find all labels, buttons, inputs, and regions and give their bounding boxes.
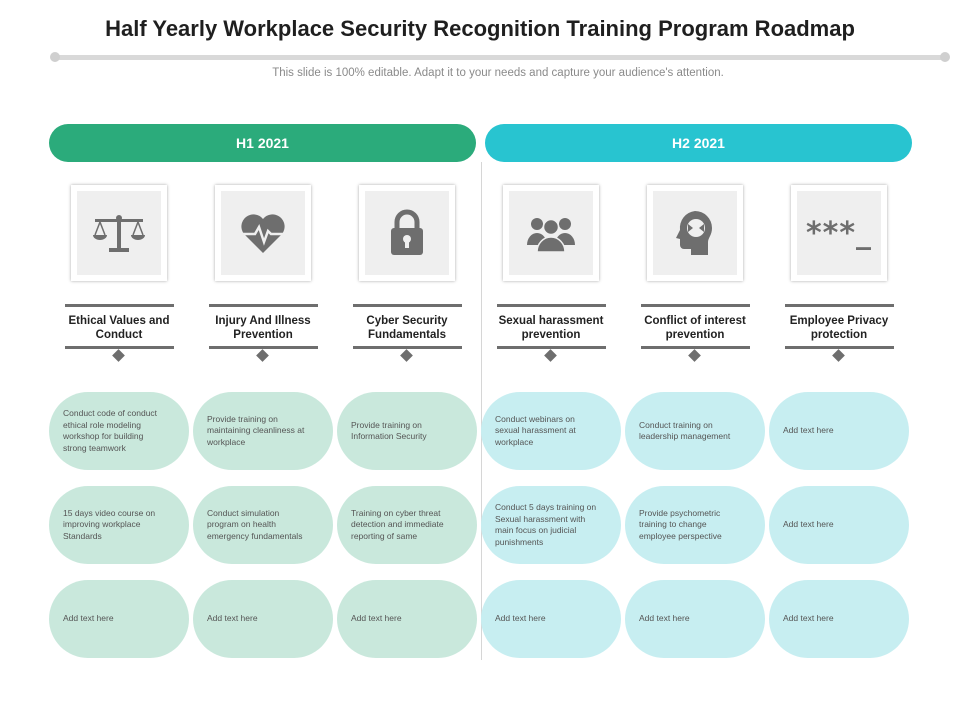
task-cell[interactable]: Conduct code of conduct ethical role modeling workshop for building strong teamwork <box>49 392 189 470</box>
icon-card-harassment <box>503 185 599 281</box>
task-cell[interactable]: Add text here <box>769 486 909 564</box>
title-underline <box>55 55 945 60</box>
head-conflict-icon <box>673 209 717 257</box>
column-label-privacy: Employee Privacy protection <box>789 315 889 341</box>
password-icon: ***_ <box>805 215 873 251</box>
task-cell[interactable]: Add text here <box>337 580 477 658</box>
icon-card-conflict <box>647 185 743 281</box>
icon-card-privacy <box>791 185 887 281</box>
icon-card-injury <box>215 185 311 281</box>
period-divider <box>481 162 482 660</box>
label-bottom-bar <box>65 346 174 349</box>
task-cell[interactable]: Provide training on Information Security <box>337 392 477 470</box>
label-diamond-marker <box>112 349 125 362</box>
column-label-cyber: Cyber Security Fundamentals <box>366 315 448 341</box>
column-label-conflict: Conflict of interest prevention <box>644 315 746 341</box>
label-bottom-bar <box>209 346 318 349</box>
label-diamond-marker <box>688 349 701 362</box>
task-cell[interactable]: Add text here <box>481 580 621 658</box>
page-title: Half Yearly Workplace Security Recognition Training Program Roadmap <box>105 16 855 41</box>
task-cell[interactable]: Add text here <box>193 580 333 658</box>
label-diamond-marker <box>400 349 413 362</box>
task-cell[interactable]: Provide psychometric training to change employee perspective <box>625 486 765 564</box>
subtitle: This slide is 100% editable. Adapt it to your needs and capture your audience's attention. <box>272 67 724 79</box>
heartbeat-icon <box>239 212 287 254</box>
label-top-bar <box>497 304 606 307</box>
label-bottom-bar <box>785 346 894 349</box>
task-cell[interactable]: Add text here <box>625 580 765 658</box>
label-diamond-marker <box>832 349 845 362</box>
task-cell[interactable]: 15 days video course on improving workplace Standards <box>49 486 189 564</box>
label-diamond-marker <box>256 349 269 362</box>
lock-icon <box>389 209 425 257</box>
group-icon <box>526 213 576 253</box>
task-cell[interactable]: Conduct webinars on sexual harassment at workplace <box>481 392 621 470</box>
column-label-ethical: Ethical Values and Conduct <box>68 315 170 341</box>
label-top-bar <box>353 304 462 307</box>
underline-left-dot <box>50 52 60 62</box>
label-top-bar <box>65 304 174 307</box>
task-cell[interactable]: Conduct simulation program on health emergency fundamentals <box>193 486 333 564</box>
column-label-harassment: Sexual harassment prevention <box>498 315 604 341</box>
label-bottom-bar <box>497 346 606 349</box>
label-top-bar <box>641 304 750 307</box>
column-label-injury: Injury And Illness Prevention <box>215 315 311 341</box>
label-bottom-bar <box>641 346 750 349</box>
task-cell[interactable]: Conduct 5 days training on Sexual harassment with main focus on judicial punishments <box>481 486 621 564</box>
label-diamond-marker <box>544 349 557 362</box>
label-top-bar <box>209 304 318 307</box>
icon-card-ethical <box>71 185 167 281</box>
task-cell[interactable]: Training on cyber threat detection and immediate reporting of same <box>337 486 477 564</box>
label-bottom-bar <box>353 346 462 349</box>
task-cell[interactable]: Add text here <box>769 392 909 470</box>
task-cell[interactable]: Conduct training on leadership management <box>625 392 765 470</box>
period-header-h1: H1 2021 <box>49 124 476 162</box>
period-header-h2: H2 2021 <box>485 124 912 162</box>
task-cell[interactable]: Add text here <box>769 580 909 658</box>
scales-icon <box>91 213 147 253</box>
task-cell[interactable]: Add text here <box>49 580 189 658</box>
task-cell[interactable]: Provide training on maintaining cleanliness at workplace <box>193 392 333 470</box>
label-top-bar <box>785 304 894 307</box>
icon-card-cyber <box>359 185 455 281</box>
underline-right-dot <box>940 52 950 62</box>
